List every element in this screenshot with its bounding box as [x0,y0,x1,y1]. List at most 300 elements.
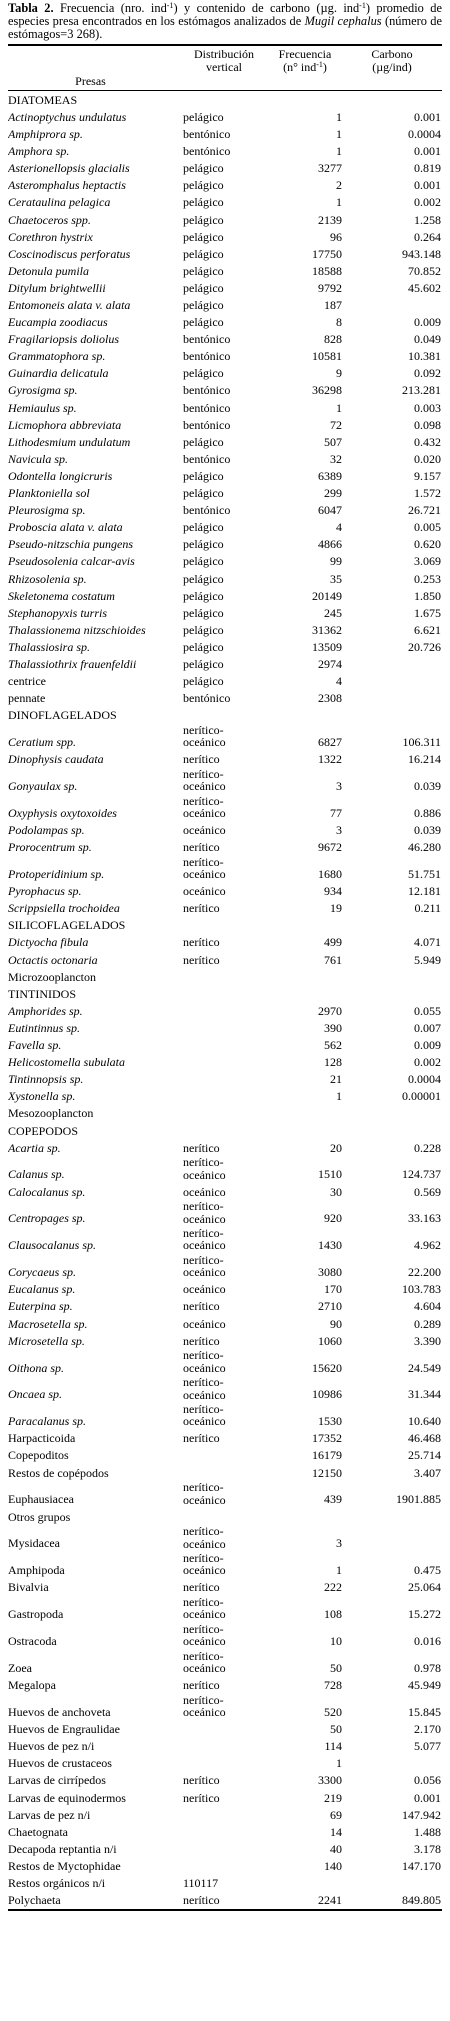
distribution-cell: pelágico [183,622,224,637]
prey-name: Entomoneis alata v. alata [8,298,131,312]
table-row [8,1892,442,1909]
frequency-cell: 1 [336,1756,342,1771]
table-row [8,1403,442,1430]
table-row [8,1579,442,1596]
carbon-cell: 46.280 [408,840,441,855]
frequency-cell: 3 [336,1536,342,1551]
frequency-cell: 2241 [318,1893,342,1908]
carbon-cell: 106.311 [402,735,441,750]
table-row [8,1464,442,1481]
distribution-cell: nerítico [183,1431,220,1446]
carbon-cell: 0.016 [414,1634,441,1649]
frequency-cell: 1680 [318,867,342,882]
table-row [8,621,442,638]
prey-name: Asterionellopsis glacialis [8,161,130,176]
carbon-cell: 0.819 [414,161,441,176]
prey-name: Asteromphalus heptactis [8,178,126,193]
prey-name: Ditylum brightwellii [8,280,106,295]
prey-name: Clausocalanus sp. [8,1238,97,1253]
carbon-cell: 0.092 [414,366,441,381]
carbon-cell: 0.055 [414,1003,441,1018]
frequency-cell: 761 [324,952,342,967]
frequency-cell: 1 [336,127,342,142]
carbon-cell: 1.488 [414,1824,441,1839]
prey-name: Chaetognata [8,1824,68,1839]
prey-name: Copepoditos [8,1448,69,1463]
frequency-cell: 728 [324,1678,342,1693]
frequency-cell: 16179 [312,1448,342,1463]
frequency-cell: 15620 [312,1360,342,1375]
carbon-cell: 2.170 [414,1722,441,1737]
carbon-cell: 16.214 [408,752,441,767]
header-carbono-line2: (µg/ind) [372,59,412,74]
frequency-cell: 9672 [318,840,342,855]
prey-name: Stephanopyxis turris [8,605,107,620]
distribution-cell: nerítico-oceánico [183,1401,226,1429]
carbon-cell: 0.039 [414,823,441,838]
frequency-cell: 828 [324,332,342,347]
table-row [8,331,442,348]
frequency-cell: 108 [324,1607,342,1622]
frequency-cell: 21 [330,1072,342,1087]
table-row [8,1596,442,1623]
frequency-cell: 32 [330,451,342,466]
table-row [8,934,442,951]
table-row [8,314,442,331]
carbon-cell: 943.148 [402,246,441,261]
frequency-cell: 10581 [312,349,342,364]
frequency-cell: 96 [330,229,342,244]
table-row [8,638,442,655]
table-row [8,1430,442,1447]
prey-name: Microsetella sp. [8,1333,85,1348]
frequency-cell: 40 [330,1841,342,1856]
distribution-cell: oceánico [183,884,226,899]
table-row [8,177,442,194]
distribution-cell: nerítico-oceánico [183,1252,226,1280]
table-row [8,724,442,751]
carbon-cell: 0.007 [414,1020,441,1035]
carbon-cell: 0.009 [414,1038,441,1053]
caption-text: ) promedio de especies presa encontrados en los estómagos analizados de [8,1,442,29]
distribution-cell: nerítico-oceánico [183,1199,226,1226]
carbon-cell: 0.00001 [402,1089,441,1104]
table-row [8,1315,442,1332]
frequency-cell: 4 [336,674,342,689]
distribution-cell: oceánico [183,1184,226,1199]
distribution-cell: pelágico [183,263,224,278]
prey-name: Corycaeus sp. [8,1265,76,1280]
prey-name: Pyrophacus sp. [8,884,82,899]
prey-name: Podolampas sp. [8,823,85,838]
table-row [8,604,442,621]
carbon-cell: 0.039 [414,779,441,794]
frequency-cell: 1 [336,1563,342,1578]
frequency-cell: 2970 [318,1003,342,1018]
distribution-cell: nerítico-oceánico [183,1648,226,1676]
frequency-cell: 245 [324,605,342,620]
carbon-cell: 0.098 [414,417,441,432]
frequency-cell: 2139 [318,212,342,227]
prey-name: Euterpina sp. [8,1299,73,1314]
frequency-cell: 31362 [312,622,342,637]
caption-text: (número de estómagos=3 268). [8,14,442,42]
frequency-cell: 69 [330,1807,342,1822]
carbon-cell: 213.281 [402,383,441,398]
frequency-cell: 222 [324,1580,342,1595]
frequency-cell: 1530 [318,1414,342,1429]
carbon-cell: 0.001 [414,178,441,193]
prey-name: Amphipoda [8,1563,65,1578]
distribution-cell: pelágico [183,468,224,483]
table-row [8,900,442,917]
carbon-cell: 25.064 [408,1580,441,1595]
frequency-cell: 72 [330,417,342,432]
table-row [8,143,442,160]
table-row [8,519,442,536]
frequency-cell: 1 [336,1089,342,1104]
table-row [8,194,442,211]
section-label: DINOFLAGELADOS [8,708,117,723]
caption-superscript: -1 [166,1,174,10]
frequency-cell: 920 [324,1211,342,1226]
frequency-cell: 13509 [312,639,342,654]
carbon-cell: 31.344 [408,1387,441,1402]
frequency-cell: 12150 [312,1465,342,1480]
distribution-cell: pelágico [183,674,224,689]
distribution-cell: pelágico [183,520,224,535]
header-presas: Presas [75,74,106,89]
carbon-cell: 10.640 [408,1414,441,1429]
prey-name: Huevos de anchoveta [8,1705,111,1720]
prey-name: Calanus sp. [8,1167,65,1182]
carbon-cell: 0.253 [414,571,441,586]
caption-species: Mugil cephalus [304,14,382,29]
carbon-cell: 45.602 [408,280,441,295]
document-page [8,0,442,2021]
carbon-cell: 0.569 [414,1184,441,1199]
carbon-cell: 1.675 [414,605,441,620]
distribution-cell: pelágico [183,280,224,295]
table-row [8,125,442,142]
prey-name: Huevos de pez n/i [8,1739,95,1754]
carbon-cell: 5.949 [414,952,441,967]
distribution-cell: pelágico [183,161,224,176]
carbon-cell: 3.069 [414,554,441,569]
frequency-cell: 499 [324,935,342,950]
prey-name: Gyrosigma sp. [8,383,78,398]
frequency-cell: 35 [330,571,342,586]
table-row [8,1054,442,1071]
carbon-cell: 124.737 [402,1167,441,1182]
prey-name: Zoea [8,1661,32,1676]
prey-name: Megalopa [8,1678,56,1693]
section-label: TINTINIDOS [8,986,76,1001]
frequency-cell: 9792 [318,280,342,295]
distribution-cell: nerítico [183,1580,220,1595]
prey-name: Skeletonema costatum [8,588,115,603]
frequency-cell: 114 [324,1739,342,1754]
table-row [8,1332,442,1349]
prey-name: Gonyaulax sp. [8,779,78,794]
prey-name: Restos orgánicos n/i [8,1876,106,1891]
table-row [8,1139,442,1156]
prey-name: Pseudosolenia calcar-avis [8,554,135,569]
table-row [8,433,442,450]
section-label: Otros grupos [8,1509,71,1524]
distribution-cell: pelágico [183,212,224,227]
caption-label: Tabla 2. [8,1,54,15]
frequency-cell: 520 [324,1705,342,1720]
table-caption [8,0,442,41]
header-frecuencia-unit: (n° ind [283,59,317,74]
prey-name: Larvas de cirrípedos [8,1773,106,1788]
distribution-cell: pelágico [183,229,224,244]
prey-name: Tintinnopsis sp. [8,1072,84,1087]
prey-name: Octactis octonaria [8,952,98,967]
carbon-cell: 0.0004 [408,1072,441,1087]
frequency-cell: 8 [336,315,342,330]
table-row [8,228,442,245]
prey-name: Grammatophora sp. [8,349,106,364]
table-row [8,160,442,177]
carbon-cell: 0.009 [414,315,441,330]
prey-name: Chaetoceros spp. [8,212,91,227]
table-row [8,587,442,604]
distribution-cell: bentónico [183,144,231,159]
table-row [8,416,442,433]
prey-name: Detonula pumila [8,263,89,278]
prey-name: Lithodesmium undulatum [8,434,131,449]
frequency-cell: 1060 [318,1333,342,1348]
prey-name: Dinophysis caudata [8,752,104,767]
carbon-cell: 0.228 [414,1140,441,1155]
table-row [8,856,442,883]
table-row [8,1481,442,1508]
distribution-cell: pelágico [183,195,224,210]
table-row [8,1036,442,1053]
section-label: DIATOMEAS [8,92,78,107]
prey-name: centrice [8,674,46,689]
prey-name: Fragilariopsis doliolus [8,332,120,347]
distribution-cell: pelágico [183,554,224,569]
prey-name: Corethron hystrix [8,229,93,244]
distribution-cell: nerítico [183,935,220,950]
table-row [8,1376,442,1403]
table-row [8,1755,442,1772]
header-frecuencia-line2 [255,61,355,74]
frequency-cell: 140 [324,1858,342,1873]
prey-name: Guinardia delicatula [8,366,109,381]
distribution-cell: nerítico [183,1299,220,1314]
frequency-cell: 2974 [318,656,342,671]
distribution-cell: nerítico [183,752,220,767]
carbon-cell: 4.071 [414,935,441,950]
distribution-cell: pelágico [183,571,224,586]
prey-name: Harpacticoida [8,1431,76,1446]
prey-name: Gastropoda [8,1607,64,1622]
table-row [8,1349,442,1376]
distribution-cell: bentónico [183,691,231,706]
distribution-cell: nerítico [183,901,220,916]
section-label: Mesozooplancton [8,1106,94,1121]
prey-name: Prorocentrum sp. [8,840,92,855]
section-header-row [8,1508,442,1525]
carbon-cell: 12.181 [408,884,441,899]
carbon-cell: 46.468 [408,1431,441,1446]
table-row [8,1823,442,1840]
frequency-cell: 562 [324,1038,342,1053]
carbon-cell: 1901.885 [396,1492,441,1507]
prey-name: Oithona sp. [8,1360,65,1375]
carbon-cell: 0.001 [414,1790,441,1805]
table-row [8,1552,442,1579]
frequency-cell: 1 [336,144,342,159]
carbon-cell: 0.432 [414,434,441,449]
table-row [8,1227,442,1254]
prey-name: Protoperidinium sp. [8,867,105,882]
carbon-cell: 0.003 [414,400,441,415]
prey-name: Ostracoda [8,1634,57,1649]
prey-name: Amphora sp. [8,144,70,159]
carbon-cell: 0.620 [414,537,441,552]
table-row [8,536,442,553]
carbon-cell: 0.978 [414,1661,441,1676]
table-row [8,296,442,313]
prey-name: Decapoda reptantia n/i [8,1841,117,1856]
table-row [8,1298,442,1315]
table-row [8,211,442,228]
prey-name: Macrosetella sp. [8,1316,88,1331]
carbon-cell: 26.721 [408,503,441,518]
prey-name: Thalassiosira sp. [8,639,91,654]
prey-name: Bivalvia [8,1580,49,1595]
distribution-cell: nerítico [183,952,220,967]
carbon-cell: 0.211 [414,901,441,916]
distribution-cell: pelágico [183,298,224,312]
frequency-cell: 1 [336,109,342,124]
distribution-cell: nerítico [183,1140,220,1155]
caption-text: ) y contenido de carbono (µg. ind [173,1,360,15]
distribution-cell: bentónico [183,503,231,518]
carbon-cell: 3.407 [414,1465,441,1480]
prey-name: Favella sp. [8,1038,62,1053]
table-row [8,502,442,519]
table-row [8,1525,442,1552]
table-row [8,348,442,365]
distribution-cell: oceánico [183,823,226,838]
frequency-cell: 4866 [318,537,342,552]
frequency-cell: 18588 [312,263,342,278]
distribution-cell: nerítico [183,1678,220,1693]
carbon-cell: 0.002 [414,1055,441,1070]
header-carbono [342,48,442,73]
frequency-cell: 299 [324,486,342,501]
carbon-cell: 5.077 [414,1739,441,1754]
carbon-cell: 147.942 [402,1807,441,1822]
carbon-cell: 1.258 [414,212,441,227]
frequency-cell: 439 [324,1492,342,1507]
carbon-cell: 103.783 [402,1282,441,1297]
frequency-cell: 17750 [312,246,342,261]
prey-name: Odontella longicruris [8,468,113,483]
table-bottom-rule [8,1909,442,1911]
frequency-cell: 9 [336,366,342,381]
carbon-cell: 22.200 [408,1265,441,1280]
prey-name: Amphiprora sp. [8,127,83,142]
table-row [8,1088,442,1105]
frequency-cell: 2710 [318,1299,342,1314]
prey-name: Licmophora abbreviata [8,417,122,432]
distribution-cell: nerítico-oceánico [183,722,226,750]
frequency-cell: 1322 [318,752,342,767]
table-row [8,1281,442,1298]
table-row [8,279,442,296]
frequency-cell: 10 [330,1634,342,1649]
distribution-cell: nerítico [183,1893,220,1908]
carbon-cell: 15.845 [408,1705,441,1720]
section-header-row [8,917,442,934]
table-row [8,1002,442,1019]
prey-name: Navicula sp. [8,451,68,466]
table-row [8,1874,442,1891]
table-row [8,672,442,689]
distribution-cell: nerítico-oceánico [183,1621,226,1649]
carbon-cell: 0.049 [414,332,441,347]
frequency-cell: 219 [324,1790,342,1805]
table-row [8,768,442,795]
distribution-cell: pelágico [183,537,224,552]
table-row [8,1840,442,1857]
carbon-cell: 3.390 [414,1333,441,1348]
frequency-cell: 3300 [318,1773,342,1788]
prey-name: Eucalanus sp. [8,1282,76,1297]
section-header-row [8,91,442,108]
caption-superscript: -1 [359,1,366,10]
frequency-cell: 187 [324,298,342,312]
prey-name: Ceratium spp. [8,735,77,750]
frequency-cell: 110117 [183,1876,219,1891]
prey-name: Proboscia alata v. alata [8,520,123,535]
section-label: SILICOFLAGELADOS [8,918,126,933]
prey-name: Calocalanus sp. [8,1184,86,1199]
table-row [8,1156,442,1183]
distribution-cell: nerítico-oceánico [183,1692,226,1720]
frequency-cell: 6389 [318,468,342,483]
table-row [8,382,442,399]
prey-name: Thalassionema nitzschioides [8,622,146,637]
header-frecuencia [255,48,355,73]
table-row [8,553,442,570]
distribution-cell: bentónico [183,332,231,347]
distribution-cell: bentónico [183,349,231,364]
prey-name: Hemiaulus sp. [8,400,77,415]
frequency-cell: 77 [330,806,342,821]
carbon-cell: 0.001 [414,109,441,124]
carbon-cell: 147.170 [402,1858,441,1873]
table-row [8,1019,442,1036]
distribution-cell: nerítico-oceánico [183,1595,226,1622]
carbon-cell: 6.621 [414,622,441,637]
distribution-cell: nerítico-oceánico [183,1155,226,1182]
frequency-cell: 934 [324,884,342,899]
carbon-cell: 4.962 [414,1238,441,1253]
frequency-cell: 3 [336,823,342,838]
distribution-cell: pelágico [183,605,224,620]
frequency-cell: 6827 [318,735,342,750]
prey-name: Huevos de crustaceos [8,1756,112,1771]
prey-name: Euphausiacea [8,1492,74,1507]
